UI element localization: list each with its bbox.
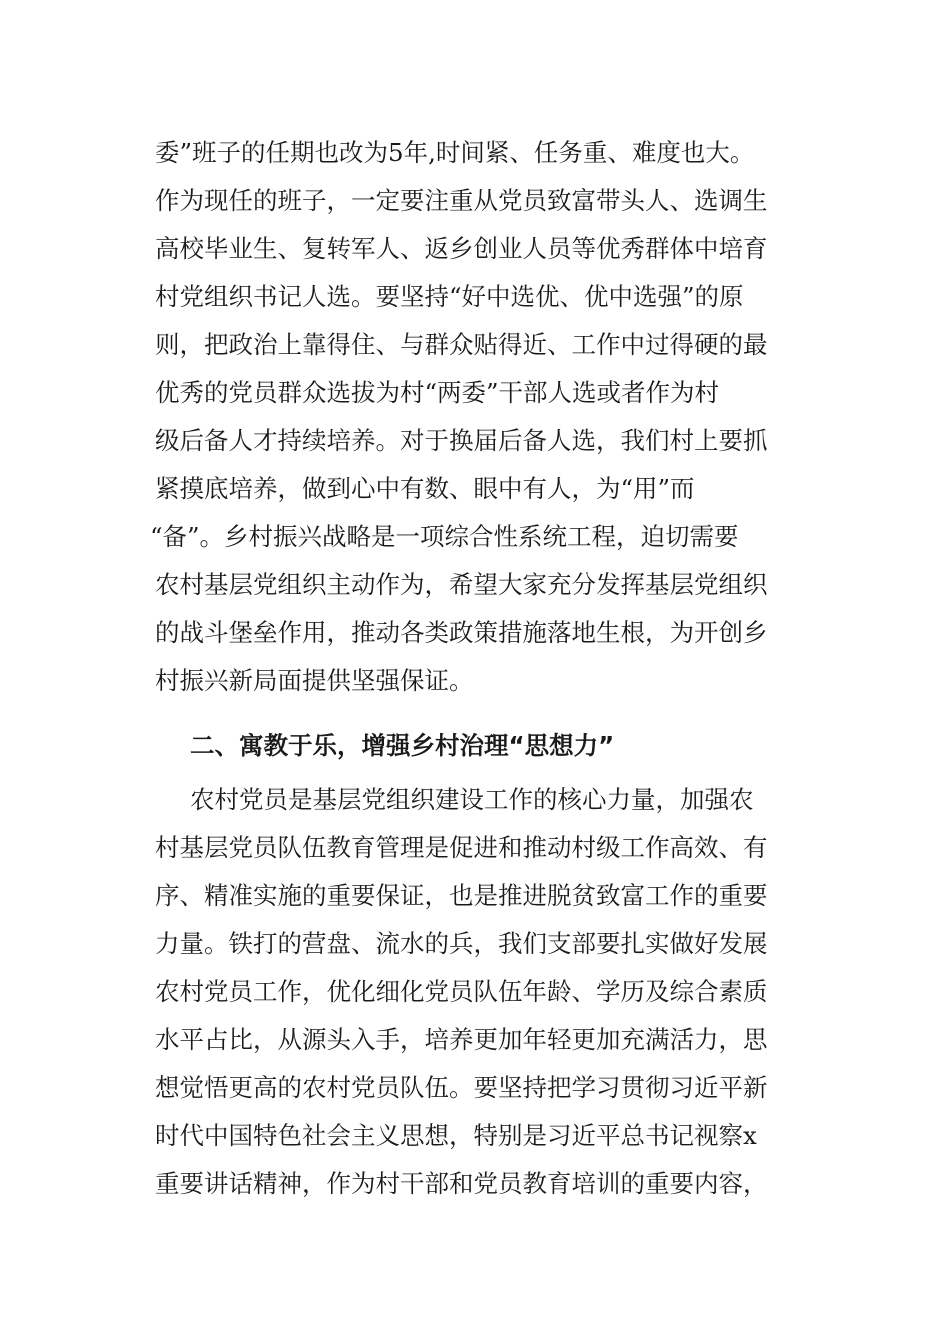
text-line: 力量。铁打的营盘、流水的兵，我们支部要扎实做好发展 [155, 929, 768, 958]
text-line: 村党组织书记人选。要坚持“好中选优、优中选强”的原 [155, 282, 744, 311]
text-line: 级后备人才持续培养。对于换届后备人选，我们村上要抓 [155, 426, 768, 455]
text-line: 农村党员是基层党组织建设工作的核心力量，加强农 [190, 785, 754, 814]
text-line: 紧摸底培养，做到心中有数、眼中有人，为“用”而 [155, 474, 695, 503]
text-line: 农村党员工作，优化细化党员队伍年龄、学历及综合素质 [155, 977, 768, 1006]
text-line: 水平占比，从源头入手，培养更加年轻更加充满活力，思 [155, 1025, 768, 1054]
text-line: 作为现任的班子，一定要注重从党员致富带头人、选调生 [155, 186, 768, 215]
text-line: 想觉悟更高的农村党员队伍。要坚持把学习贯彻习近平新 [155, 1073, 768, 1102]
text-line: 村振兴新局面提供坚强保证。 [155, 666, 474, 695]
text-line: 的战斗堡垒作用，推动各类政策措施落地生根，为开创乡 [155, 618, 768, 647]
text-line: 则，把政治上靠得住、与群众贴得近、工作中过得硬的最 [155, 330, 768, 359]
text-line: 村基层党员队伍教育管理是促进和推动村级工作高效、有 [155, 833, 768, 862]
text-line: 委”班子的任期也改为5年,时间紧、任务重、难度也大。 [155, 138, 755, 167]
text-line: 优秀的党员群众选拔为村“两委”干部人选或者作为村 [155, 378, 720, 407]
text-line: 时代中国特色社会主义思想，特别是习近平总书记视察x [155, 1121, 757, 1150]
text-line: 序、精准实施的重要保证，也是推进脱贫致富工作的重要 [155, 881, 768, 910]
text-line: 重要讲话精神，作为村干部和党员教育培训的重要内容， [155, 1169, 768, 1198]
section-heading: 二、寓教于乐，增强乡村治理“思想力” [190, 731, 615, 760]
text-line: 农村基层党组织主动作为，希望大家充分发挥基层党组织 [155, 570, 768, 599]
text-line: “备”。乡村振兴战略是一项综合性系统工程，迫切需要 [150, 522, 739, 551]
text-line: 高校毕业生、复转军人、返乡创业人员等优秀群体中培育 [155, 234, 768, 263]
